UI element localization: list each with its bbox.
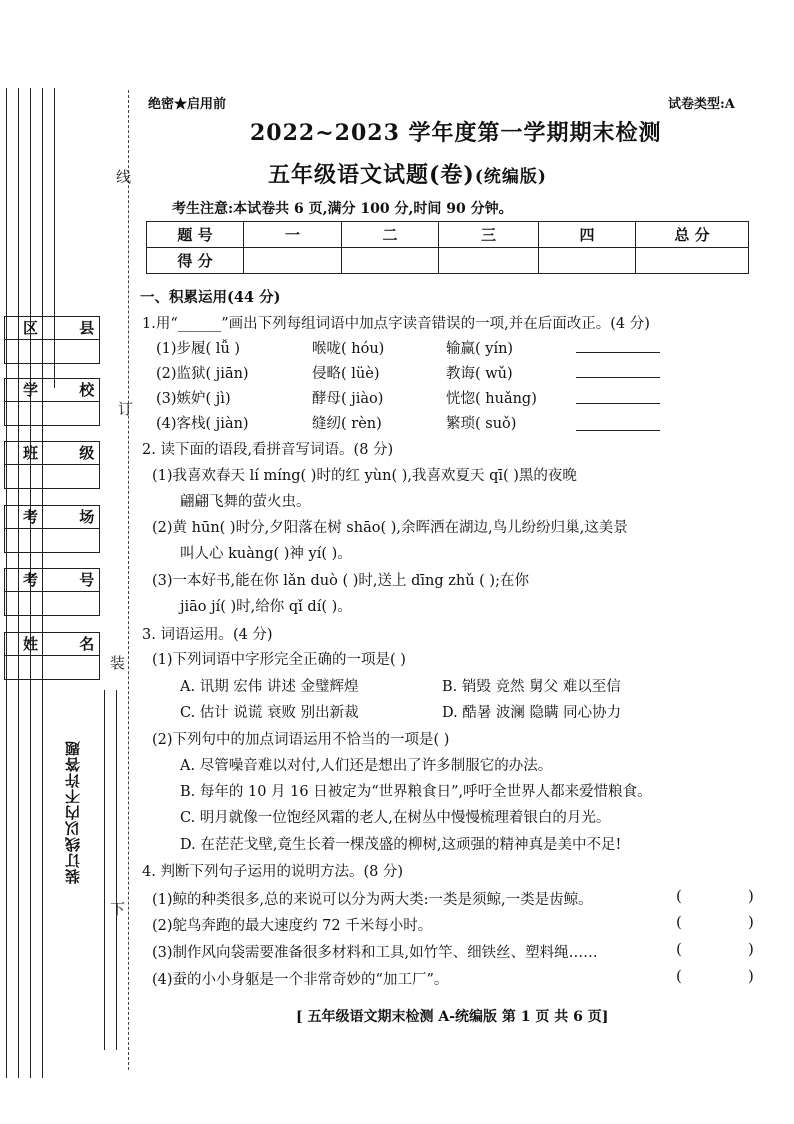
exam-number-box[interactable]	[4, 568, 113, 616]
q3-sentence-option: A. 尽管噪音难以对付,人们还是想出了许多制服它的办法。	[180, 758, 553, 774]
q4-answer-paren[interactable]: (	[676, 967, 682, 985]
name-box[interactable]	[4, 632, 113, 680]
question-4-stem: 4. 判断下列句子运用的说明方法。(8 分)	[142, 864, 404, 880]
q1-answer-line[interactable]	[576, 352, 660, 353]
q3-option: A. 讯期 宏伟 讲述 金璧辉煌	[180, 679, 359, 695]
page-subtitle	[268, 158, 547, 189]
q4-answer-paren[interactable]: (	[676, 887, 682, 905]
q2-line: (3)一本好书,能在你 lǎn duò ( )时,送上 dīng zhǔ ( );在你	[152, 573, 529, 589]
binding-char-ding: 订	[118, 400, 134, 418]
q1-item: 酵母( jiào)	[312, 391, 384, 407]
question-2-stem: 2. 读下面的语段,看拼音写词语。(8 分)	[142, 442, 394, 458]
q4-answer-paren[interactable]: (	[676, 940, 682, 958]
q3-sentence-option: C. 明月就像一位饱经风霜的老人,在树丛中慢慢梳理着银白的月光。	[180, 810, 611, 826]
q1-answer-line[interactable]	[576, 430, 660, 431]
q3-option: B. 销毁 竞然 舅父 难以至信	[442, 679, 621, 695]
score-row-label: 得 分	[147, 248, 244, 274]
exam-notice: 考生注意:本试卷共 6 页,满分 100 分,时间 90 分钟。	[172, 201, 513, 217]
school-box[interactable]	[4, 378, 113, 426]
q4-item: (3)制作风向袋需要准备很多材料和工具,如竹竿、细铁丝、塑料绳……	[152, 945, 598, 961]
q1-item: 繁琐( suǒ)	[446, 416, 517, 432]
binding-line-7	[116, 690, 117, 1050]
binding-char-xian: 线	[116, 168, 132, 186]
q4-item: (4)蚕的小小身躯是一个非常奇妙的“加工厂”。	[152, 972, 449, 988]
score-cell[interactable]	[539, 248, 636, 274]
q2-line: 叫人心 kuàng( )神 yí( )。	[180, 546, 352, 562]
page-footer: [ 五年级语文期末检测 A-统编版 第 1 页 共 6 页]	[296, 1009, 609, 1025]
q3-sub1-stem: (1)下列词语中字形完全正确的一项是( )	[152, 652, 406, 668]
exam-number-label: 考 号	[5, 569, 99, 592]
district-box[interactable]	[4, 316, 113, 364]
q4-answer-paren[interactable]: )	[748, 913, 754, 931]
q1-answer-line[interactable]	[576, 377, 660, 378]
q1-item: (4)客栈( jiàn)	[156, 416, 249, 432]
score-cell[interactable]	[244, 248, 342, 274]
score-header-cell: 三	[439, 222, 539, 248]
q1-item: (3)嫉妒( jì)	[156, 391, 231, 407]
score-header-cell: 题 号	[147, 222, 244, 248]
question-1-stem: 1.用“______”画出下列每组词语中加点字读音错误的一项,并在后面改正。(4 分)	[142, 316, 650, 332]
subtitle-main: 五年级语文试题(卷)	[268, 162, 475, 188]
question-3-stem: 3. 词语运用。(4 分)	[142, 627, 273, 643]
binding-char-xia: 下	[110, 900, 126, 918]
q4-answer-paren[interactable]: )	[748, 940, 754, 958]
q3-sentence-option: B. 每年的 10 月 16 日被定为“世界粮食日”,呼吁全世界人都来爱惜粮食。	[180, 784, 652, 800]
q1-answer-line[interactable]	[576, 403, 660, 404]
q1-item: 侵略( lüè)	[312, 366, 380, 382]
binding-line-8	[128, 90, 129, 1070]
q4-answer-paren[interactable]: )	[748, 967, 754, 985]
q2-line: jiāo jí( )时,给你 qǐ dí( )。	[180, 599, 352, 615]
q1-item: 恍惚( huǎng)	[446, 391, 537, 407]
q2-line: (1)我喜欢春天 lí míng( )时的红 yùn( ),我喜欢夏天 qī( )黑的夜晚	[152, 468, 577, 484]
q4-answer-paren[interactable]: (	[676, 913, 682, 931]
binding-char-zhuang: 装	[110, 654, 126, 672]
score-cell[interactable]	[342, 248, 439, 274]
score-header-cell: 一	[244, 222, 342, 248]
class-label: 班 级	[5, 442, 99, 465]
paper-type-label: 试卷类型:A	[668, 97, 735, 112]
q1-item: 输赢( yín)	[446, 341, 514, 357]
q1-item: 喉咙( hóu)	[312, 341, 385, 357]
subtitle-edition: (统编版)	[474, 167, 547, 187]
score-cell[interactable]	[439, 248, 539, 274]
score-header-cell: 二	[342, 222, 439, 248]
q4-item: (2)鸵鸟奔跑的最大速度约 72 千米每小时。	[152, 918, 433, 934]
score-table	[146, 221, 749, 274]
q4-answer-paren[interactable]: )	[748, 887, 754, 905]
score-table-score-row	[147, 248, 749, 274]
q1-item: (1)步履( lǚ )	[156, 341, 241, 357]
q4-item: (1)鲸的种类很多,总的来说可以分为两大类:一类是须鲸,一类是齿鲸。	[152, 892, 593, 908]
section-title: 一、积累运用(44 分)	[140, 289, 281, 306]
page-title: 2022~2023 学年度第一学期期末检测	[250, 120, 662, 146]
exam-room-box[interactable]	[4, 505, 113, 553]
q3-option: C. 估计 说谎 衰败 别出新裁	[180, 705, 359, 721]
binding-vertical-note: 装订线以内不许答题	[64, 740, 82, 884]
exam-room-label: 考 场	[5, 506, 99, 529]
secret-label: 绝密★启用前	[148, 97, 227, 112]
class-box[interactable]	[4, 441, 113, 489]
binding-line-6	[104, 690, 105, 1050]
q3-option: D. 酷暑 波澜 隐瞒 同心协力	[442, 705, 622, 721]
q2-line: 翩翩飞舞的萤火虫。	[180, 494, 311, 510]
name-label: 姓 名	[5, 633, 99, 656]
q3-sub2-stem: (2)下列句中的加点词语运用不恰当的一项是( )	[152, 732, 450, 748]
score-cell[interactable]	[636, 248, 749, 274]
school-label: 学 校	[5, 379, 99, 402]
q2-line: (2)黄 hūn( )时分,夕阳落在树 shāo( ),余晖洒在湖边,鸟儿纷纷归巢,这美景	[152, 520, 628, 536]
score-header-cell: 总 分	[636, 222, 749, 248]
q1-item: 教诲( wǔ)	[446, 366, 513, 382]
q1-item: 缝纫( rèn)	[312, 416, 382, 432]
q1-item: (2)监狱( jiān)	[156, 366, 249, 382]
district-label: 区 县	[5, 317, 99, 340]
score-header-cell: 四	[539, 222, 636, 248]
q3-sentence-option: D. 在茫茫戈壁,竟生长着一棵茂盛的柳树,这顽强的精神真是美中不足!	[180, 837, 622, 853]
score-table-header-row	[147, 222, 749, 248]
